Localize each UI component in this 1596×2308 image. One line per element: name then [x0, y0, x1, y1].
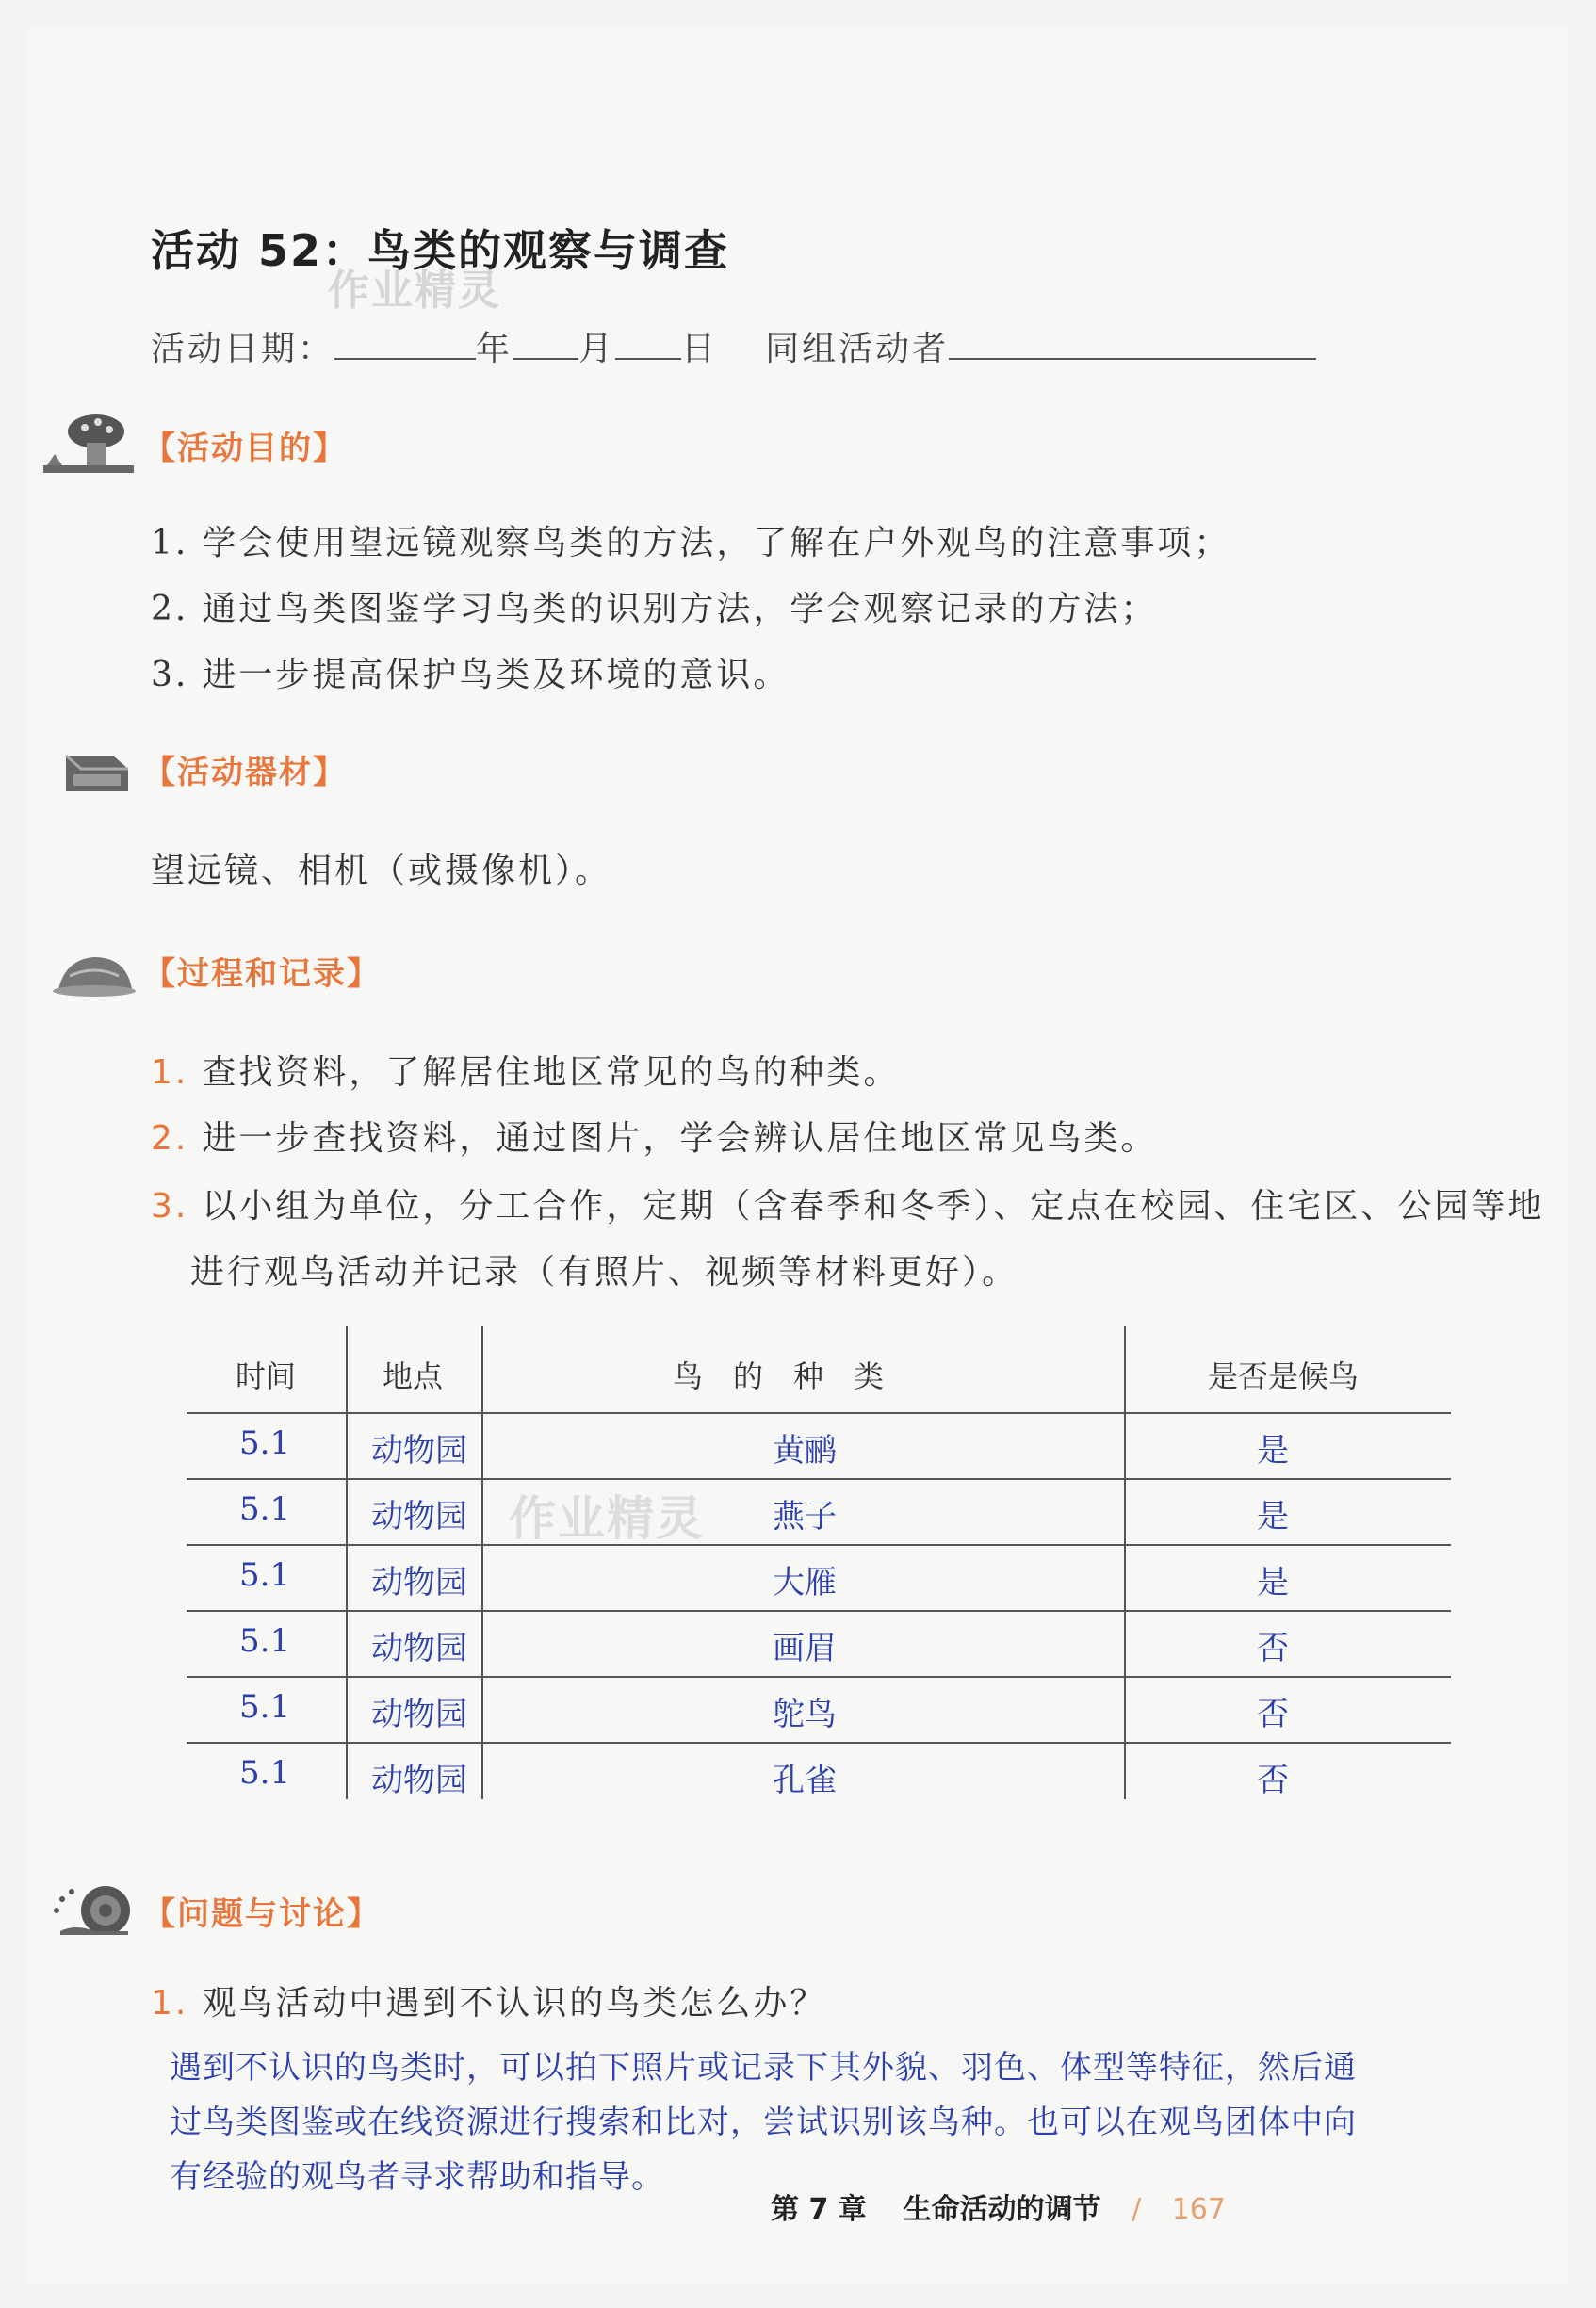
section-materials-heading: [38, 731, 347, 806]
cell-place: 动物园: [371, 1762, 467, 1799]
cell-place: 动物园: [371, 1498, 467, 1536]
process-item-3-cont: 进行观鸟活动并记录（有照片、视频等材料更好）。: [190, 1253, 1019, 1292]
header-species: 鸟 的 种 类: [673, 1358, 885, 1394]
footer-divider: /: [1132, 2193, 1142, 2226]
answer-line: 有经验的观鸟者寻求帮助和指导。: [170, 2158, 664, 2196]
process-item-2: 2. 进一步查找资料，通过图片，学会辨认居住地区常见鸟类。: [151, 1119, 1158, 1158]
cell-place: 动物园: [371, 1432, 467, 1470]
cell-migratory: 是: [1257, 1498, 1289, 1536]
watermark: 作业精灵: [328, 267, 501, 315]
date-label: 活动日期：: [151, 330, 335, 368]
partners-label: 同组活动者: [765, 330, 950, 368]
purpose-item-1: 1. 学会使用望远镜观察鸟类的方法，了解在户外观鸟的注意事项；: [151, 524, 1231, 562]
cell-species: 鸵鸟: [773, 1696, 837, 1733]
purpose-item-2: 2. 通过鸟类图鉴学习鸟类的识别方法，学会观察记录的方法；: [151, 590, 1158, 628]
year-blank: [334, 330, 476, 360]
purpose-item-3: 3. 进一步提高保护鸟类及环境的意识。: [151, 656, 790, 694]
materials-text: 望远镜、相机（或摄像机）。: [151, 852, 612, 890]
cell-migratory: 是: [1257, 1564, 1289, 1601]
footer-chapter-title: 生命活动的调节: [903, 2193, 1101, 2226]
rock-icon: [38, 933, 141, 1008]
section-process-heading: [38, 933, 381, 1008]
day-label: 日: [681, 330, 719, 368]
day-blank: [615, 330, 681, 360]
question-1: 1. 观鸟活动中遇到不认识的鸟类怎么办？: [151, 1984, 827, 2023]
cell-species: 画眉: [773, 1630, 837, 1667]
folder-icon: [38, 731, 141, 806]
cell-place: 动物园: [371, 1630, 467, 1667]
section-purpose-heading: [38, 407, 347, 482]
footer-chapter: 第 7 章: [771, 2193, 867, 2226]
header-migratory: 是否是候鸟: [1208, 1358, 1360, 1394]
section-materials-title: 【活动器材】: [143, 753, 347, 791]
cell-species: 大雁: [773, 1564, 837, 1601]
month-label: 月: [578, 330, 616, 368]
answer-text: [170, 2040, 1489, 2204]
section-process-title: 【过程和记录】: [143, 954, 381, 993]
cell-species: 燕子: [773, 1498, 837, 1536]
mushroom-icon: [38, 407, 141, 482]
cell-species: 黄鹂: [773, 1432, 837, 1470]
section-discussion-heading: [38, 1873, 381, 1948]
cell-migratory: 否: [1257, 1696, 1289, 1733]
month-blank: [513, 330, 578, 360]
cell-time: 5.1: [239, 1754, 291, 1792]
process-item-3: 3. 以小组为单位，分工合作，定期（含春季和冬季）、定点在校园、住宅区、公园等地: [151, 1187, 1545, 1226]
year-label: 年: [476, 330, 513, 368]
header-place: 地点: [383, 1358, 444, 1394]
cell-place: 动物园: [371, 1696, 467, 1733]
partners-blank: [949, 330, 1316, 360]
cell-migratory: 否: [1257, 1630, 1289, 1667]
header-time: 时间: [236, 1358, 297, 1394]
page-title: 活动 52：鸟类的观察与调查: [151, 225, 730, 276]
cell-migratory: 是: [1257, 1432, 1289, 1470]
section-purpose-title: 【活动目的】: [143, 429, 347, 467]
watermark-table: 作业精灵: [509, 1491, 705, 1546]
cell-time: 5.1: [239, 1490, 291, 1528]
page-footer: [771, 2186, 1226, 2227]
cell-species: 孔雀: [773, 1762, 837, 1799]
cell-time: 5.1: [239, 1622, 291, 1660]
date-line: [151, 322, 1316, 370]
answer-line: 过鸟类图鉴或在线资源进行搜索和比对，尝试识别该鸟种。也可以在观鸟团体中向: [170, 2104, 1357, 2141]
cell-time: 5.1: [239, 1556, 291, 1594]
cell-time: 5.1: [239, 1424, 291, 1462]
cell-place: 动物园: [371, 1564, 467, 1601]
bird-record-table: [187, 1326, 1451, 1799]
cell-migratory: 否: [1257, 1762, 1289, 1799]
snail-icon: [38, 1873, 141, 1948]
section-discussion-title: 【问题与讨论】: [143, 1894, 381, 1933]
cell-time: 5.1: [239, 1688, 291, 1726]
page-number: 167: [1171, 2193, 1226, 2226]
answer-line: 遇到不认识的鸟类时，可以拍下照片或记录下其外貌、羽色、体型等特征，然后通: [170, 2049, 1357, 2087]
process-item-1: 1. 查找资料，了解居住地区常见的鸟的种类。: [151, 1053, 901, 1092]
